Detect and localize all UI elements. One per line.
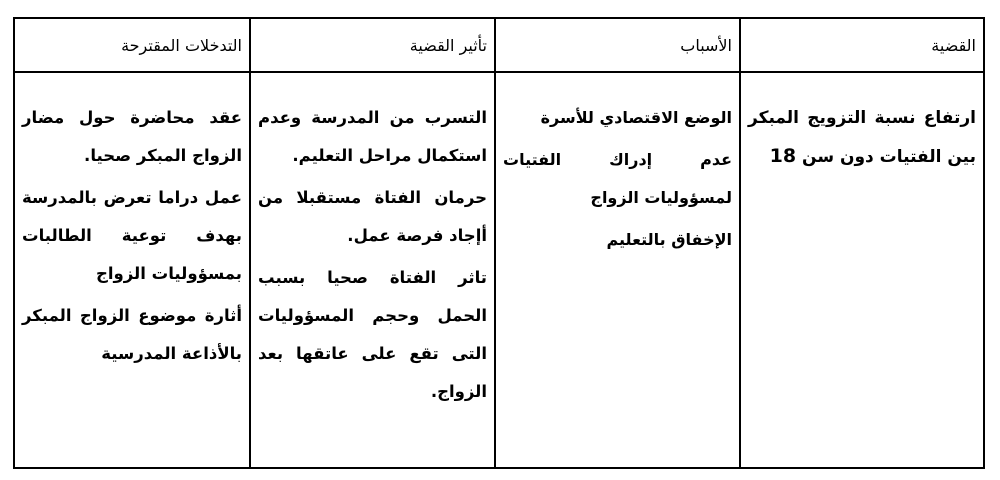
causes-cell — [495, 93, 740, 468]
issue-age-number: 18 — [769, 145, 797, 167]
interventions-cell — [14, 93, 250, 468]
header-issue: القضية — [740, 18, 984, 72]
impact-cell — [250, 93, 495, 468]
spacer-cell — [14, 72, 250, 93]
cause-item: عدم إدراك الفتيات لمسؤوليات الزواج — [503, 150, 732, 207]
spacer-cell — [250, 72, 495, 93]
impact-item: التسرب من المدرسة وعدم استكمال مراحل التعليم. — [258, 108, 487, 165]
spacer-cell — [740, 72, 984, 93]
intervention-item: عقد محاضرة حول مضار الزواج المبكر صحيا. — [22, 108, 242, 165]
issue-text: ارتفاع نسبة التزويج المبكر بين الفتيات دون سن — [748, 108, 976, 167]
intervention-item: عمل دراما تعرض بالمدرسة بهدف توعية الطالبات بمسؤوليات الزواج — [22, 188, 242, 283]
header-impact: تأثير القضية — [250, 18, 495, 72]
issue-statement — [748, 99, 976, 176]
issue-analysis-table-wrapper — [15, 17, 985, 469]
impact-item: تاثر الفتاة صحيا بسبب الحمل وحجم المسؤوليات التى تقع على عاتقها بعد الزواج. — [258, 268, 487, 401]
header-interventions: التدخلات المقترحة — [14, 18, 250, 72]
spacer-row — [14, 72, 984, 93]
impact-item: حرمان الفتاة مستقبلا من أإجاد فرصة عمل. — [258, 188, 487, 245]
intervention-item: أثارة موضوع الزواج المبكر بالأذاعة المدرسية — [22, 306, 242, 363]
issue-analysis-table — [13, 17, 985, 469]
spacer-cell — [495, 72, 740, 93]
content-row — [14, 93, 984, 468]
issue-cell — [740, 93, 984, 468]
header-causes: الأسباب — [495, 18, 740, 72]
cause-item: الوضع الاقتصادي للأسرة — [540, 108, 732, 127]
cause-item: الإخفاق بالتعليم — [606, 230, 732, 249]
header-row — [14, 18, 984, 72]
